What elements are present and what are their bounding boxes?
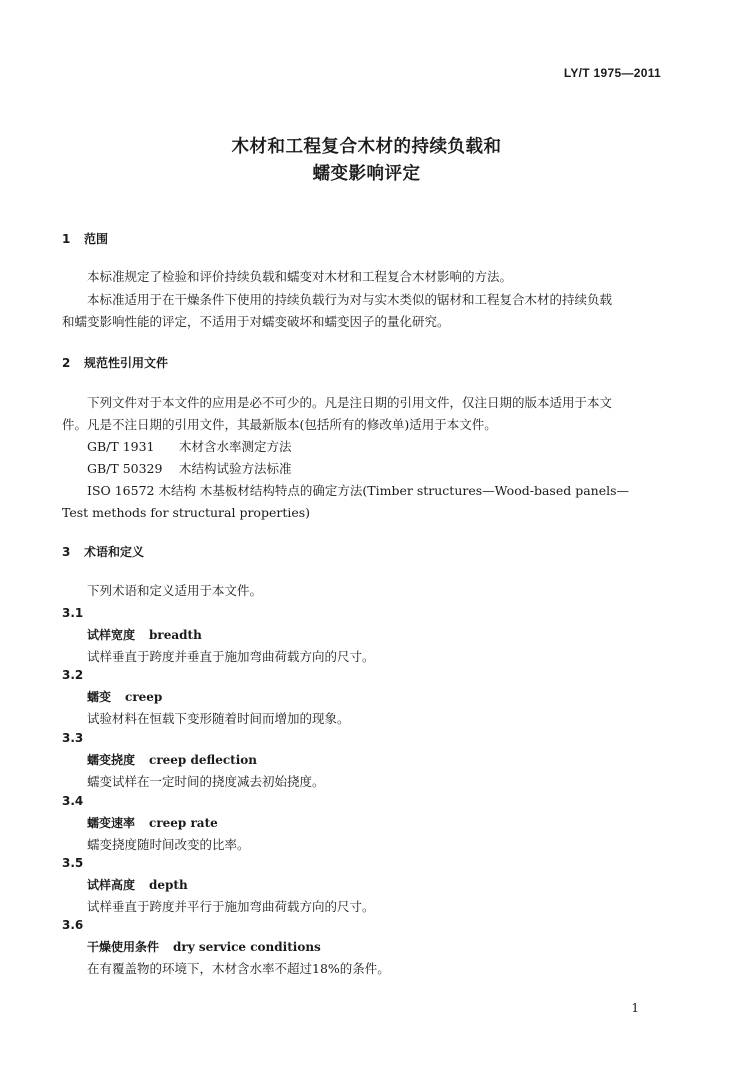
page-number: 1 <box>631 1001 639 1015</box>
reference-item <box>87 458 292 480</box>
term-entry <box>87 688 162 705</box>
term-en: creep deflection <box>149 753 258 767</box>
section-heading-terms <box>62 543 144 560</box>
reference-title: 木结构试验方法标准 <box>179 461 292 476</box>
title-line-1: 木材和工程复合木材的持续负载和 <box>231 137 502 157</box>
clause-number: 3.5 <box>62 856 84 870</box>
term-entry <box>87 876 188 893</box>
reference-code: GB/T 50329 <box>87 461 163 476</box>
term-definition: 蠕变试样在一定时间的挠度减去初始挠度。 <box>87 774 325 789</box>
term-zh: 干燥使用条件 <box>87 940 160 954</box>
term-en: depth <box>149 878 188 892</box>
document-title <box>0 134 733 188</box>
reference-item-iso: ISO 16572 木结构 木基板材结构特点的确定方法(Timber structures—Wood-based panels— <box>87 483 630 498</box>
standard-code: LY/T 1975—2011 <box>563 66 661 80</box>
clause-number: 3.2 <box>62 668 84 682</box>
term-entry <box>87 814 218 831</box>
paragraph: 下列术语和定义适用于本文件。 <box>87 583 263 598</box>
term-definition: 在有覆盖物的环境下，木材含水率不超过18%的条件。 <box>87 961 390 976</box>
section-number: 2 <box>62 356 71 370</box>
paragraph: 本标准适用于在干燥条件下使用的持续负载行为对与实木类似的锯材和工程复合木材的持续负载 <box>87 292 613 307</box>
paragraph: 本标准规定了检验和评价持续负载和蠕变对木材和工程复合木材影响的方法。 <box>87 269 513 284</box>
term-en: dry service conditions <box>173 940 321 954</box>
term-en: creep <box>125 690 163 704</box>
title-line-2: 蠕变影响评定 <box>312 164 421 184</box>
section-title: 术语和定义 <box>84 545 145 559</box>
paragraph-continuation: 和蠕变影响性能的评定，不适用于对蠕变破坏和蠕变因子的量化研究。 <box>62 314 450 329</box>
term-definition: 试样垂直于跨度并垂直于施加弯曲荷载方向的尺寸。 <box>87 649 375 664</box>
term-definition: 蠕变挠度随时间改变的比率。 <box>87 837 250 852</box>
paragraph: 下列文件对于本文件的应用是必不可少的。凡是注日期的引用文件，仅注日期的版本适用于本文 <box>87 395 613 410</box>
clause-number: 3.6 <box>62 918 84 932</box>
section-number: 3 <box>62 545 71 559</box>
clause-number: 3.3 <box>62 731 84 745</box>
paragraph-continuation: 件。凡是不注日期的引用文件，其最新版本(包括所有的修改单)适用于本文件。 <box>62 417 497 432</box>
section-number: 1 <box>62 232 71 246</box>
reference-code: GB/T 1931 <box>87 439 155 454</box>
term-entry <box>87 626 202 643</box>
reference-item <box>87 436 292 458</box>
term-definition: 试样垂直于跨度并平行于施加弯曲荷载方向的尺寸。 <box>87 899 375 914</box>
clause-number: 3.4 <box>62 794 84 808</box>
section-heading-scope <box>62 230 108 247</box>
term-en: creep rate <box>149 816 218 830</box>
term-zh: 试样宽度 <box>87 628 136 642</box>
section-heading-normative <box>62 354 168 371</box>
clause-number: 3.1 <box>62 606 84 620</box>
term-entry <box>87 751 257 768</box>
section-title: 范围 <box>84 232 109 246</box>
reference-continuation: Test methods for structural properties) <box>62 505 311 520</box>
term-entry <box>87 938 321 955</box>
term-zh: 蠕变挠度 <box>87 753 136 767</box>
section-title: 规范性引用文件 <box>84 356 169 370</box>
term-en: breadth <box>149 628 202 642</box>
term-zh: 蠕变速率 <box>87 816 136 830</box>
term-definition: 试验材料在恒载下变形随着时间而增加的现象。 <box>87 711 350 726</box>
term-zh: 蠕变 <box>87 690 112 704</box>
term-zh: 试样高度 <box>87 878 136 892</box>
reference-title: 木材含水率测定方法 <box>179 439 292 454</box>
